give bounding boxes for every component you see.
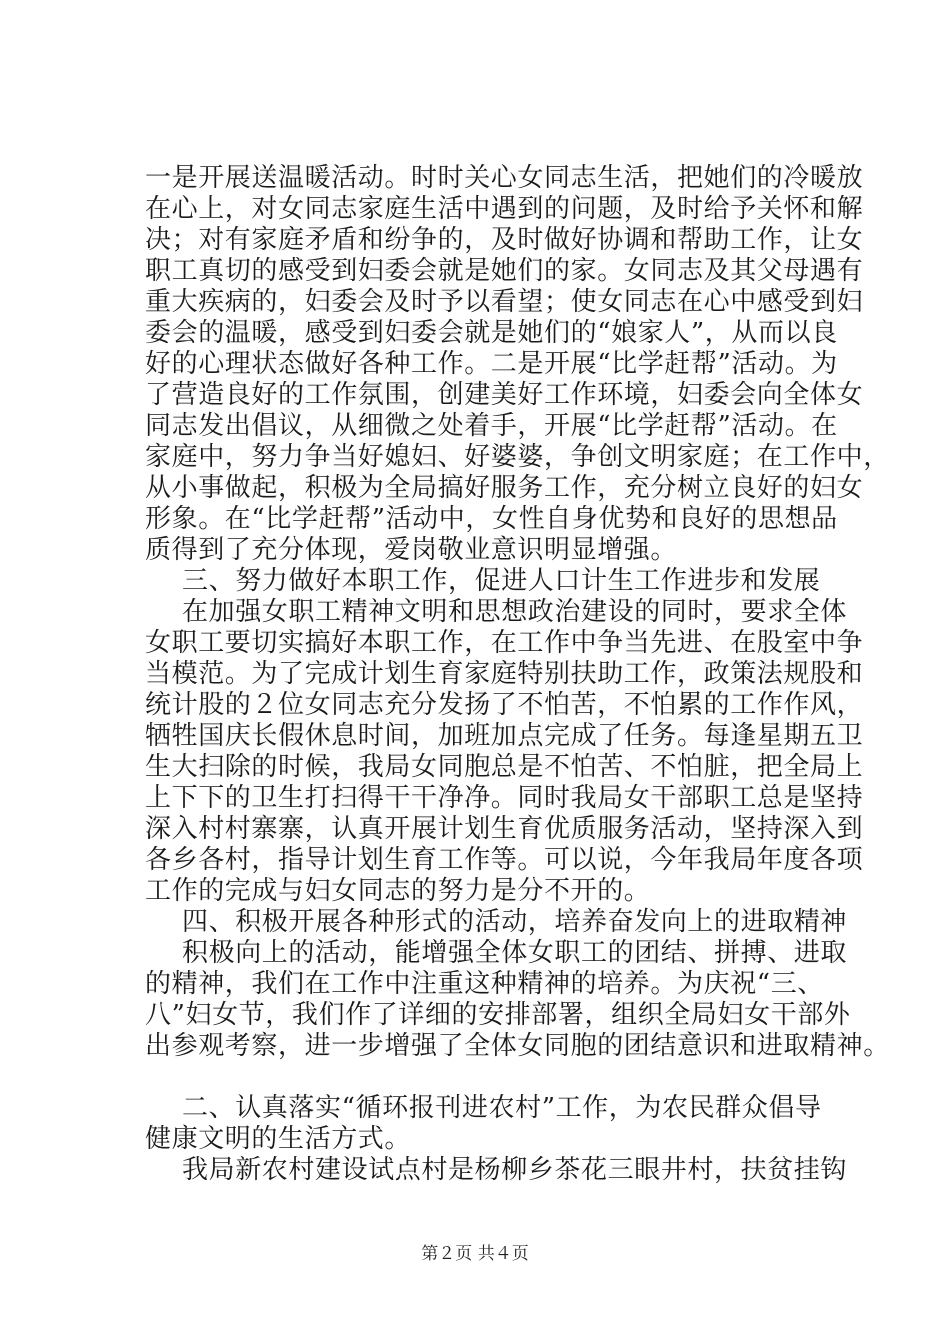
body-text-line: 职工真切的感受到妇委会就是她们的家。女同志及其父母遇有 (145, 256, 864, 286)
body-text-line: 在心上，对女同志家庭生活中遇到的问题，及时给予关怀和解 (145, 194, 864, 224)
body-text-line: 牺牲国庆长假休息时间，加班加点完成了任务。每逢星期五卫 (145, 721, 864, 751)
page-footer: 第２页 共４页 (421, 1244, 529, 1264)
body-text-line: 健康文明的生活方式。 (145, 1124, 412, 1154)
body-text-line: 形象。在“比学赶帮”活动中，女性自身优势和良好的思想品 (145, 504, 838, 534)
section-heading: 四、积极开展各种形式的活动，培养奋发向上的进取精神 (182, 907, 848, 937)
body-text-line: 决；对有家庭矛盾和纷争的，及时做好协调和帮助工作，让女 (145, 225, 864, 255)
body-text-line: 的精神，我们在工作中注重这种精神的培养。为庆祝“三、 (145, 969, 824, 999)
body-text-line: 生大扫除的时候，我局女同胞总是不怕苦、不怕脏，把全局上 (145, 752, 864, 782)
body-text-line: 家庭中，努力争当好媳妇、好婆婆，争创文明家庭；在工作中， (145, 442, 890, 472)
paragraph-first-line: 在加强女职工精神文明和思想政治建设的同时，要求全体 (182, 597, 848, 627)
body-text-line: 当模范。为了完成计划生育家庭特别扶助工作，政策法规股和 (145, 659, 864, 689)
body-text-line: 从小事做起，积极为全局搞好服务工作，充分树立良好的妇女 (145, 473, 864, 503)
body-text-line: 质得到了充分体现，爱岗敬业意识明显增强。 (145, 535, 678, 565)
body-text-line: 同志发出倡议，从细微之处着手，开展“比学赶帮”活动。在 (145, 411, 838, 441)
section-heading: 二、认真落实“循环报刊进农村”工作，为农民群众倡导 (182, 1093, 822, 1123)
body-text-line: 好的心理状态做好各种工作。二是开展“比学赶帮”活动。为 (145, 349, 838, 379)
body-text-line: 重大疾病的，妇委会及时予以看望；使女同志在心中感受到妇 (145, 287, 864, 317)
body-text-line: 委会的温暖，感受到妇委会就是她们的“娘家人”，从而以良 (145, 318, 838, 348)
paragraph-first-line: 我局新农村建设试点村是杨柳乡茶花三眼井村，扶贫挂钩 (182, 1155, 848, 1185)
body-text-line: 统计股的２位女同志充分发扬了不怕苦，不怕累的工作作风， (145, 690, 864, 720)
body-text-line: 深入村村寨寨，认真开展计划生育优质服务活动，坚持深入到 (145, 814, 864, 844)
paragraph-first-line: 积极向上的活动，能增强全体女职工的团结、拼搏、进取 (182, 938, 848, 968)
body-text-line: 了营造良好的工作氛围，创建美好工作环境，妇委会向全体女 (145, 380, 864, 410)
body-text-line: 各乡各村，指导计划生育工作等。可以说，今年我局年度各项 (145, 845, 864, 875)
body-text-line: 女职工要切实搞好本职工作，在工作中争当先进、在股室中争 (145, 628, 864, 658)
body-text-line: 一是开展送温暖活动。时时关心女同志生活，把她们的冷暖放 (145, 163, 864, 193)
body-text-line: 出参观考察，进一步增强了全体女同胞的团结意识和进取精神。 (145, 1031, 890, 1061)
body-text-line: 八”妇女节，我们作了详细的安排部署，组织全局妇女干部外 (145, 1000, 851, 1030)
body-text-line: 工作的完成与妇女同志的努力是分不开的。 (145, 876, 651, 906)
section-heading: 三、努力做好本职工作，促进人口计生工作进步和发展 (182, 566, 821, 596)
body-text-line: 上下下的卫生打扫得干干净净。同时我局女干部职工总是坚持 (145, 783, 864, 813)
